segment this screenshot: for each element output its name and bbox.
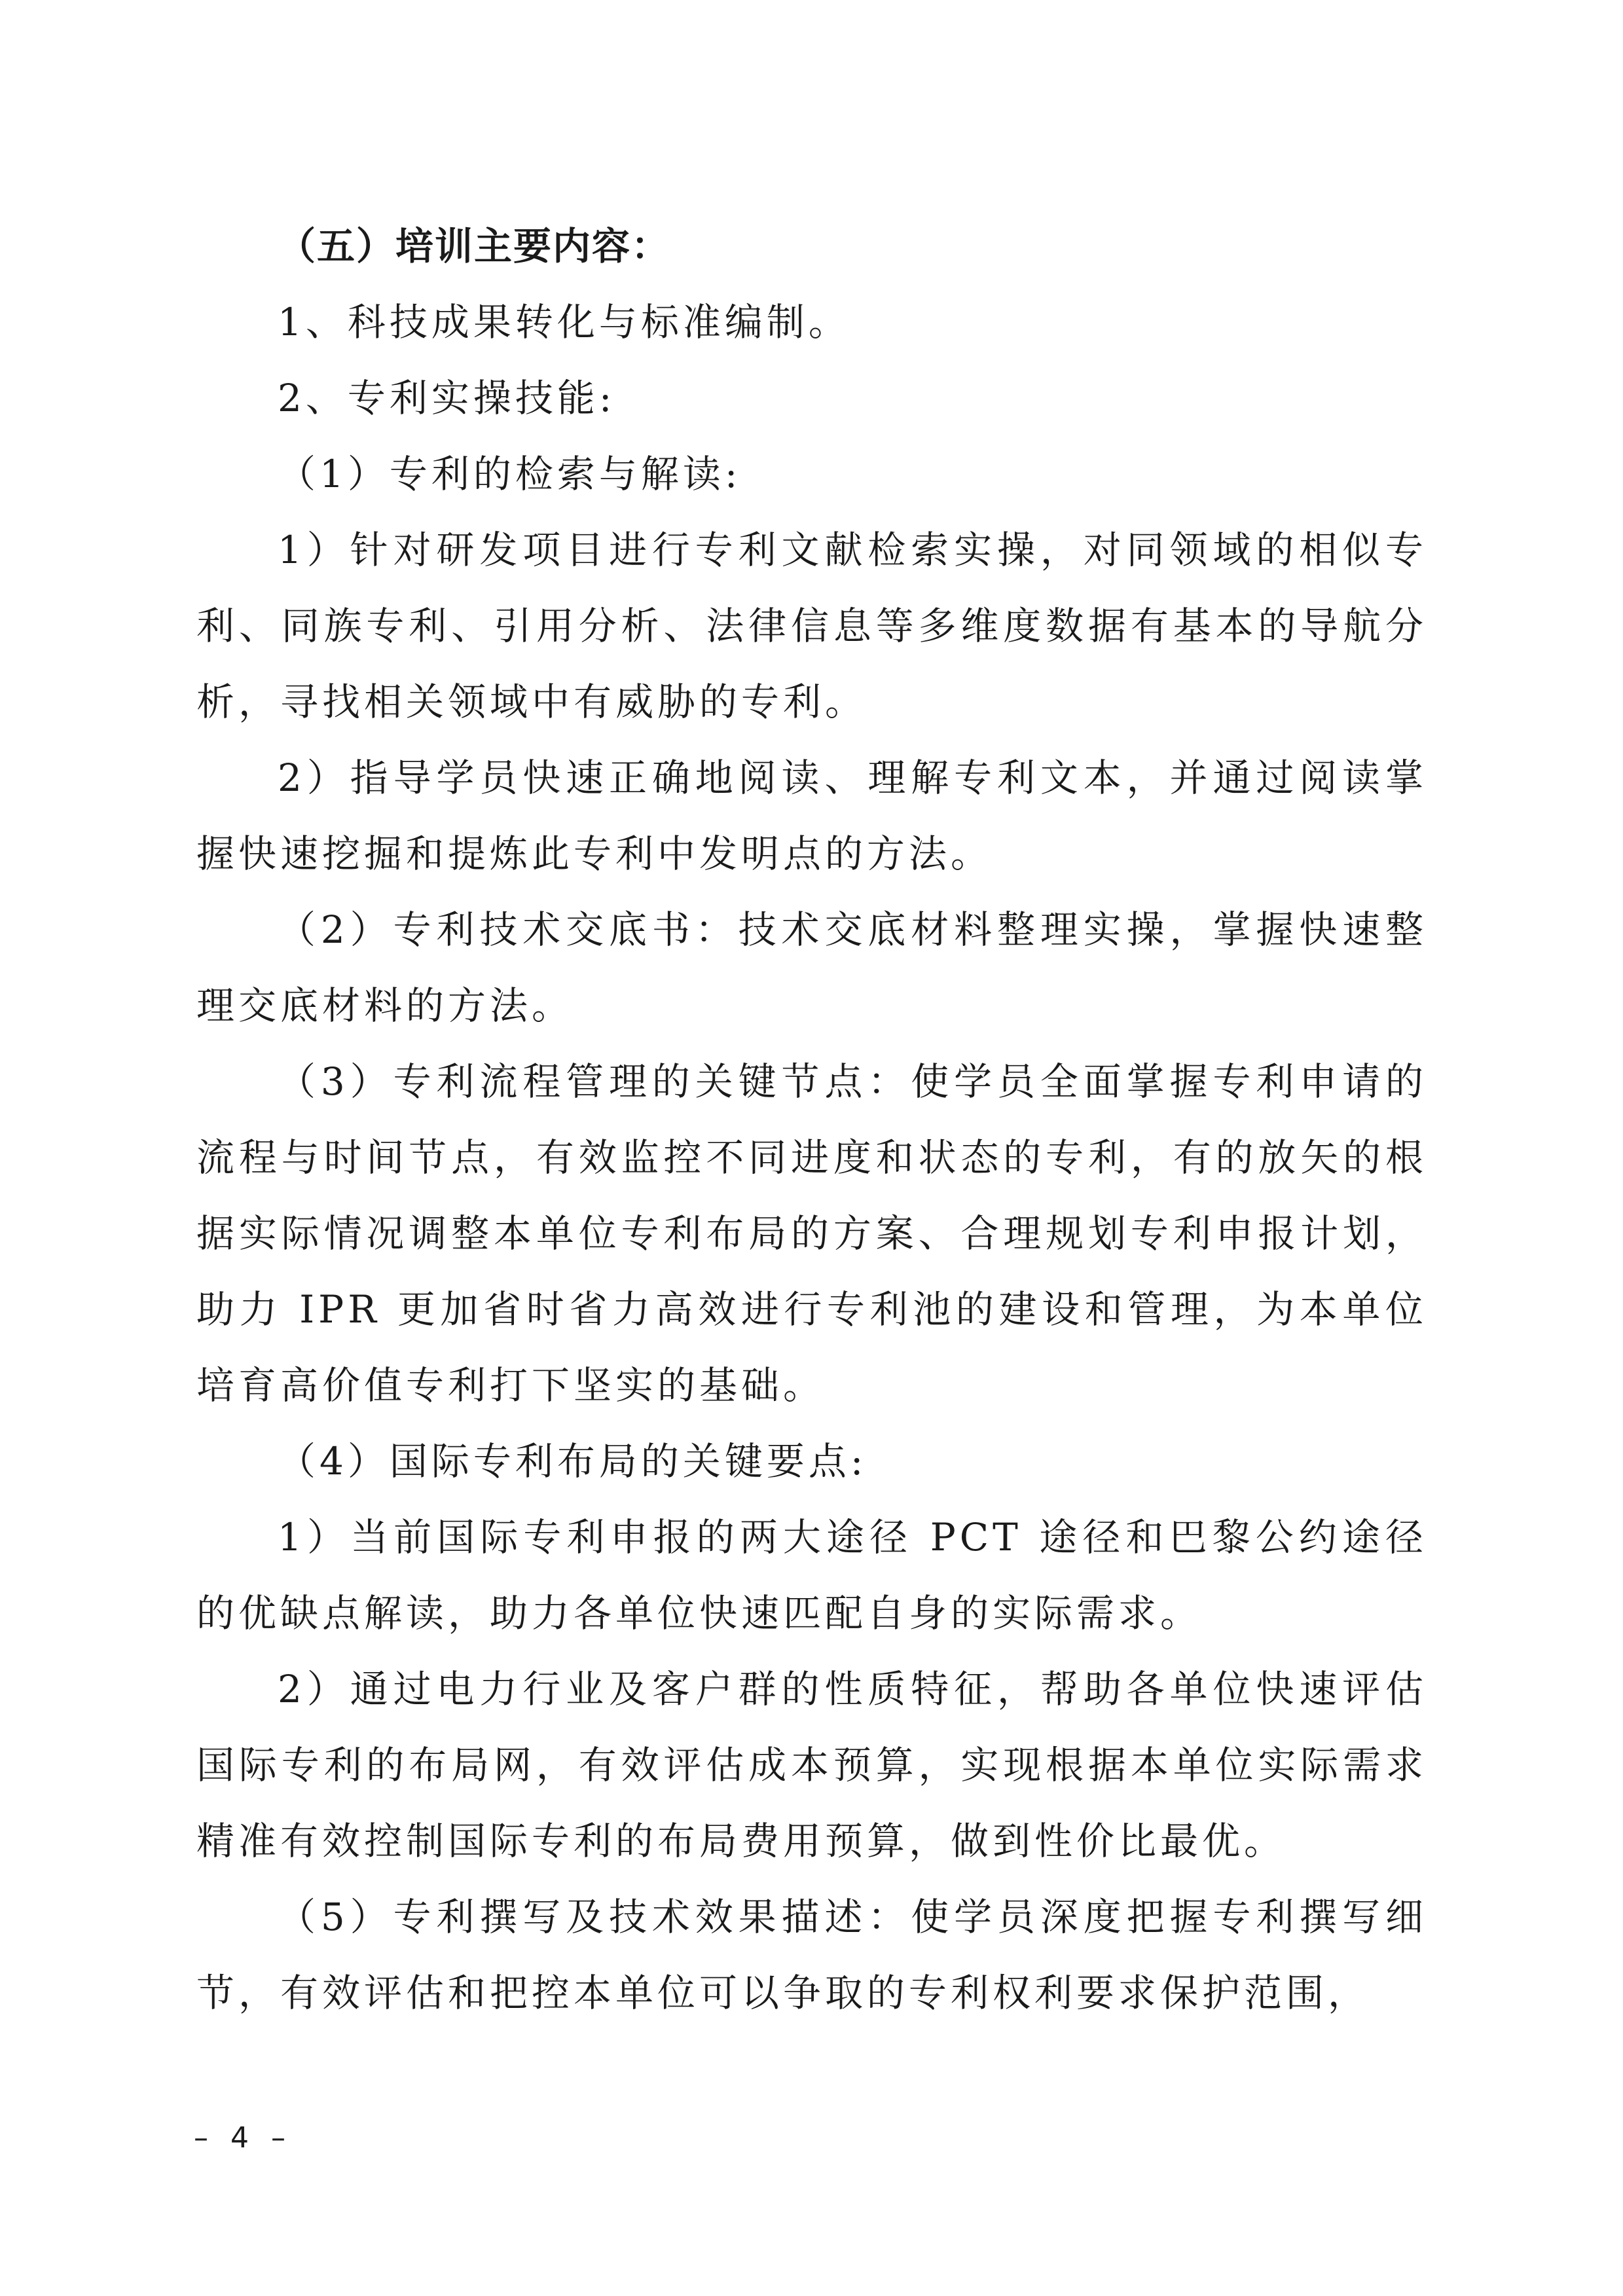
section-heading: （五）培训主要内容：	[278, 224, 671, 268]
paragraph: 2）通过电力行业及客户群的性质特征，帮助各单位快速评估国际专利的布局网，有效评估成本预算，实现根据本单位实际需求精准有效控制国际专利的布局费用预算，做到性价比最优。	[196, 1667, 1427, 1863]
paragraph: （5）专利撰写及技术效果描述：使学员深度把握专利撰写细节，有效评估和把控本单位可以争取的专利权利要求保护范围，	[196, 1895, 1427, 2015]
paragraph: （1）专利的检索与解读:	[278, 452, 742, 496]
paragraph: 1）当前国际专利申报的两大途径 PCT 途径和巴黎公约途径的优缺点解读，助力各单位快速匹配自身的实际需求。	[196, 1515, 1427, 1635]
paragraph: （3）专利流程管理的关键节点：使学员全面掌握专利申请的流程与时间节点，有效监控不同进度和状态的专利，有的放矢的根据实际情况调整本单位专利布局的方案、合理规划专利申报计划，助力 IPR 更加省时省力高效进行专利池的建设和管理，为本单位培育高价值专利打下坚实的基础。	[196, 1059, 1427, 1408]
paragraph: 2）指导学员快速正确地阅读、理解专利文本，并通过阅读掌握快速挖掘和提炼此专利中发明点的方法。	[196, 756, 1427, 876]
paragraph: 1）针对研发项目进行专利文献检索实操，对同领域的相似专利、同族专利、引用分析、法律信息等多维度数据有基本的导航分析，寻找相关领域中有威胁的专利。	[196, 528, 1427, 724]
document-body	[196, 208, 1427, 2031]
paragraph: （4）国际专利布局的关键要点:	[278, 1439, 867, 1484]
page-number: – 4 –	[194, 2121, 292, 2155]
paragraph: （2）专利技术交底书：技术交底材料整理实操，掌握快速整理交底材料的方法。	[196, 907, 1427, 1028]
paragraph: 2、专利实操技能:	[278, 376, 616, 420]
paragraph: 1、科技成果转化与标准编制。	[278, 300, 850, 344]
